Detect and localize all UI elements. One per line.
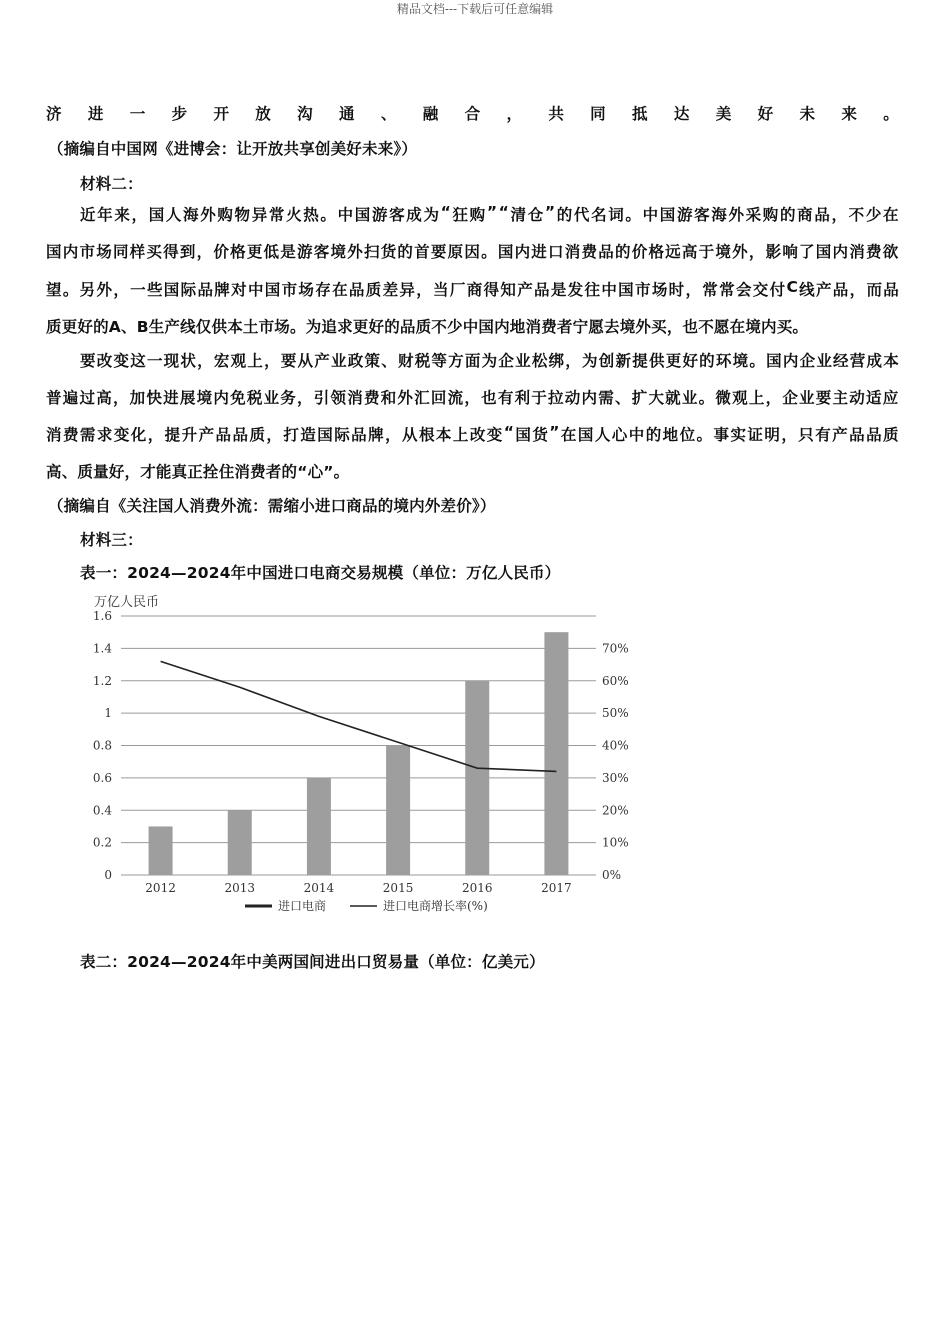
y2-tick-label: 0% <box>602 868 622 882</box>
source-note-1: （摘编自中国网《进博会：让开放共享创美好未来》） <box>48 140 418 158</box>
section-heading-3: 材料三： <box>80 531 143 549</box>
y2-tick-label: 60% <box>602 673 629 688</box>
y-tick-label: 1 <box>104 706 112 721</box>
x-tick-label: 2013 <box>224 881 256 895</box>
y-tick-label: 0.6 <box>92 770 112 785</box>
y-tick-label: 1.2 <box>92 673 112 688</box>
table-two-title: 表二：2024—2024年中美两国间进出口贸易量（单位：亿美元） <box>80 953 545 971</box>
x-tick-label: 2015 <box>382 881 414 895</box>
y-tick-label: 1.4 <box>92 641 112 656</box>
bar <box>307 778 331 875</box>
text-line-5: 国 内 市 场 同 样 买 得 到 ， 价 格 更 低 是 游 客 境 外 扫 货 的 首 要 原 因 。 国 内 进 口 消 费 品 的 价 格 远 高 于 境 外 ， 影 响 了 国 内 消 费 欲 <box>46 243 899 261</box>
y2-tick-label: 50% <box>602 706 629 721</box>
source-note-2: （摘编自《关注国人消费外流：需缩小进口商品的境内外差价》） <box>48 497 496 515</box>
y-tick-label: 0.8 <box>92 738 112 753</box>
page-header: 精品文档---下载后可任意编辑 <box>396 2 554 16</box>
y-tick-label: 0.2 <box>92 835 112 850</box>
bar <box>386 746 410 876</box>
y2-tick-label: 20% <box>602 803 629 818</box>
text-line-11: 高、质量好，才能真正拴住消费者的“心”。 <box>46 463 350 481</box>
legend-label: 进口电商 <box>278 899 327 913</box>
legend-label: 进口电商增长率(%) <box>383 899 488 913</box>
table-one-title: 表一：2024—2024年中国进口电商交易规模（单位：万亿人民币） <box>80 564 561 582</box>
y-tick-label: 1.6 <box>92 609 112 623</box>
text-line-8: 要 改 变 这 一 现 状 ， 宏 观 上 ， 要 从 产 业 政 策 、 财 税 等 方 面 为 企 业 松 绑 ， 为 创 新 提 供 更 好 的 环 境 。 国 内 企 业 经 营 成 本 <box>80 352 899 370</box>
bar <box>465 681 489 875</box>
growth-rate-line <box>161 661 557 771</box>
bar <box>149 826 173 875</box>
text-line-10: 消 费 需 求 变 化 ， 提 升 产 品 品 质 ， 打 造 国 际 品 牌 ， 从 根 本 上 改 变 “ 国 货 ” 在 国 人 心 中 的 地 位 。 事 实 证 明 ， 只 有 产 品 品 质 <box>46 423 899 444</box>
y2-tick-label: 30% <box>602 770 629 785</box>
text-line-4: 近 年 来 ， 国 人 海 外 购 物 异 常 火 热 。 中 国 游 客 成 为 “ 狂 购 ” “ 清 仓 ” 的 代 名 词 。 中 国 游 客 海 外 采 购 的 商 品 ， 不 少 在 <box>80 203 899 224</box>
x-tick-label: 2016 <box>461 881 493 895</box>
y-tick-label: 0 <box>104 868 112 882</box>
text-line-7: 质更好的A、B生产线仅供本土市场。为追求更好的品质不少中国内地消费者宁愿去境外买，也不愿在境内买。 <box>46 318 809 336</box>
import-ecommerce-chart <box>80 586 640 921</box>
y2-tick-label: 70% <box>602 641 629 656</box>
text-line-9: 普 遍 过 高 ， 加 快 进 展 境 内 免 税 业 务 ， 引 领 消 费 和 外 汇 回 流 ， 也 有 利 于 拉 动 内 需 、 扩 大 就 业 。 微 观 上 ， 企 业 要 主 动 适 应 <box>46 389 899 407</box>
text-line-1: 济 进 一 步 开 放 沟 通 、 融 合 ， 共 同 抵 达 美 好 未 来 。 <box>46 105 899 123</box>
text-line-6: 望 。 另 外 ， 一 些 国 际 品 牌 对 中 国 市 场 存 在 品 质 差 异 ， 当 厂 商 得 知 产 品 是 发 往 中 国 市 场 时 ， 常 常 会 交 付 C 线 产 品 ， 而 品 <box>46 278 899 299</box>
bar <box>544 632 568 875</box>
y-tick-label: 0.4 <box>92 803 112 818</box>
y2-tick-label: 10% <box>602 835 629 850</box>
x-tick-label: 2014 <box>303 881 335 895</box>
bar <box>228 810 252 875</box>
x-tick-label: 2012 <box>145 881 176 895</box>
x-tick-label: 2017 <box>541 881 572 895</box>
y2-tick-label: 40% <box>602 738 629 753</box>
section-heading-2: 材料二： <box>80 175 143 193</box>
y-axis-label: 万亿人民币 <box>94 595 160 610</box>
